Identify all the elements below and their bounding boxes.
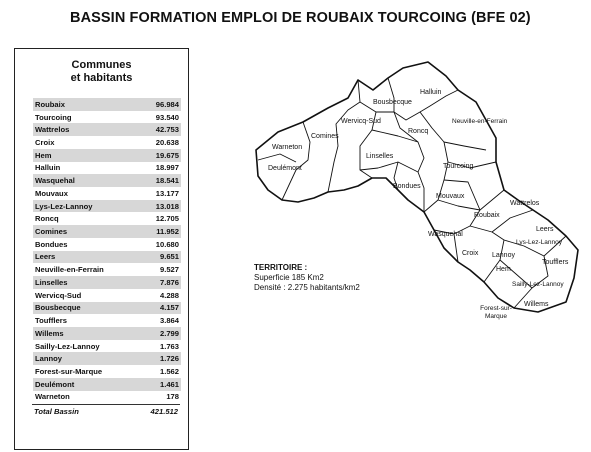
map-label-wasquehal: Wasquehal	[428, 231, 463, 238]
commune-name: Wattrelos	[35, 125, 70, 135]
territoire-superficie: Superficie 185 Km2	[254, 273, 324, 282]
commune-name: Lannoy	[35, 354, 63, 364]
table-row	[33, 238, 181, 251]
table-row	[33, 378, 181, 391]
commune-name: Willems	[35, 328, 64, 338]
commune-population: 11.952	[156, 227, 179, 237]
map-label-comines: Comines	[311, 133, 339, 140]
commune-name: Croix	[35, 138, 55, 148]
commune-name: Toufflers	[35, 316, 67, 326]
commune-name: Wasquehal	[35, 176, 75, 186]
table-row	[33, 149, 181, 162]
commune-name: Roncq	[35, 214, 59, 224]
commune-population: 4.288	[159, 290, 179, 300]
table-heading-line1: Communes	[71, 59, 132, 71]
map-label-tourcoing: Tourcoing	[443, 163, 474, 170]
map-label-bousbecque: Bousbecque	[373, 99, 412, 106]
table-row	[33, 340, 181, 353]
commune-population: 10.680	[155, 239, 179, 249]
map-label-halluin: Halluin	[420, 89, 442, 96]
commune-population: 1.461	[159, 379, 179, 389]
table-heading	[15, 59, 188, 85]
table-row	[33, 136, 181, 149]
table-row	[33, 327, 181, 340]
table-heading-line2: et habitants	[70, 72, 133, 84]
commune-population: 178	[166, 392, 179, 402]
table-row	[33, 263, 181, 276]
table-row	[33, 302, 181, 315]
commune-population: 9.527	[159, 265, 179, 275]
map-label-croix: Croix	[462, 250, 479, 257]
table-row	[33, 212, 181, 225]
commune-name: Linselles	[35, 277, 68, 287]
territoire-densite: Densité : 2.275 habitants/km2	[254, 283, 360, 292]
commune-population: 2.799	[159, 328, 179, 338]
map-label-wattrelos: Wattrelos	[510, 200, 540, 207]
territoire-heading: TERRITOIRE :	[254, 263, 308, 272]
commune-population: 1.726	[159, 354, 179, 364]
commune-population: 93.540	[155, 112, 179, 122]
map-label-toufflers: Toufflers	[542, 259, 569, 266]
table-row	[33, 365, 181, 378]
table-row	[33, 251, 181, 264]
map-label-hem: Hem	[496, 266, 511, 273]
commune-name: Warneton	[35, 392, 70, 402]
commune-population: 19.675	[155, 150, 179, 160]
map-label-mouvaux: Mouvaux	[436, 193, 465, 200]
map-label-leers: Leers	[536, 226, 554, 233]
commune-population: 18.997	[155, 163, 179, 173]
commune-name: Mouvaux	[35, 188, 68, 198]
map-label-lys: Lys-Lez-Lannoy	[516, 239, 563, 246]
table-row	[33, 200, 181, 213]
table-row	[33, 187, 181, 200]
map-label-bondues: Bondues	[393, 183, 421, 190]
commune-population: 1.763	[159, 341, 179, 351]
commune-name: Neuville-en-Ferrain	[35, 265, 104, 275]
commune-name: Deulémont	[35, 379, 75, 389]
commune-population: 18.541	[155, 176, 179, 186]
commune-name: Forest-sur-Marque	[35, 366, 103, 376]
total-label: Total Bassin	[34, 406, 79, 416]
commune-population: 12.705	[155, 214, 179, 224]
table-row	[33, 111, 181, 124]
map-label-warneton: Warneton	[272, 144, 303, 151]
table-row	[33, 276, 181, 289]
map-label-forest: Forest-sur-Marque	[480, 305, 512, 320]
commune-population: 4.157	[159, 303, 179, 313]
commune-name: Comines	[35, 227, 68, 237]
map-label-roncq: Roncq	[408, 128, 429, 135]
commune-name: Bousbecque	[35, 303, 81, 313]
table-rows	[33, 98, 181, 403]
territoire-box	[254, 263, 360, 293]
page-title: BASSIN FORMATION EMPLOI DE ROUBAIX TOURCOING (BFE 02)	[70, 10, 531, 26]
table-row	[33, 98, 181, 111]
commune-population: 3.864	[159, 316, 179, 326]
table-row	[33, 174, 181, 187]
table-row	[33, 225, 181, 238]
map-label-linselles: Linselles	[366, 153, 394, 160]
map-label-willems: Willems	[524, 301, 549, 308]
table-row	[33, 123, 181, 136]
commune-name: Leers	[35, 252, 56, 262]
map-label-lannoy: Lannoy	[492, 252, 515, 259]
map-label-neuville: Neuville-en-Ferrain	[452, 118, 508, 125]
commune-population: 7.876	[159, 277, 179, 287]
map-label-wervicq: Wervicq-Sud	[341, 118, 381, 125]
commune-population: 96.984	[155, 99, 179, 109]
commune-name: Sailly-Lez-Lannoy	[35, 341, 100, 351]
commune-name: Hem	[35, 150, 52, 160]
commune-name: Bondues	[35, 239, 68, 249]
table-row	[33, 314, 181, 327]
commune-population: 42.753	[155, 125, 179, 135]
map-label-sailly: Sailly-Lez-Lannoy	[512, 281, 564, 288]
map-label-roubaix: Roubaix	[474, 212, 500, 219]
commune-name: Tourcoing	[35, 112, 72, 122]
commune-name: Wervicq-Sud	[35, 290, 82, 300]
commune-population: 1.562	[159, 366, 179, 376]
commune-name: Halluin	[35, 163, 61, 173]
total-value: 421.512	[150, 406, 178, 416]
commune-population: 20.638	[155, 138, 179, 148]
commune-name: Lys-Lez-Lannoy	[35, 201, 93, 211]
communes-table	[14, 48, 189, 450]
table-row	[33, 162, 181, 175]
table-row	[33, 391, 181, 404]
commune-population: 13.018	[155, 201, 179, 211]
commune-population: 13.177	[155, 188, 179, 198]
commune-name: Roubaix	[35, 99, 65, 109]
table-row	[33, 352, 181, 365]
total-divider	[32, 404, 180, 405]
map-label-deulemont: Deulémont	[268, 165, 302, 172]
commune-population: 9.651	[159, 252, 179, 262]
table-row	[33, 289, 181, 302]
total-row	[32, 406, 180, 416]
